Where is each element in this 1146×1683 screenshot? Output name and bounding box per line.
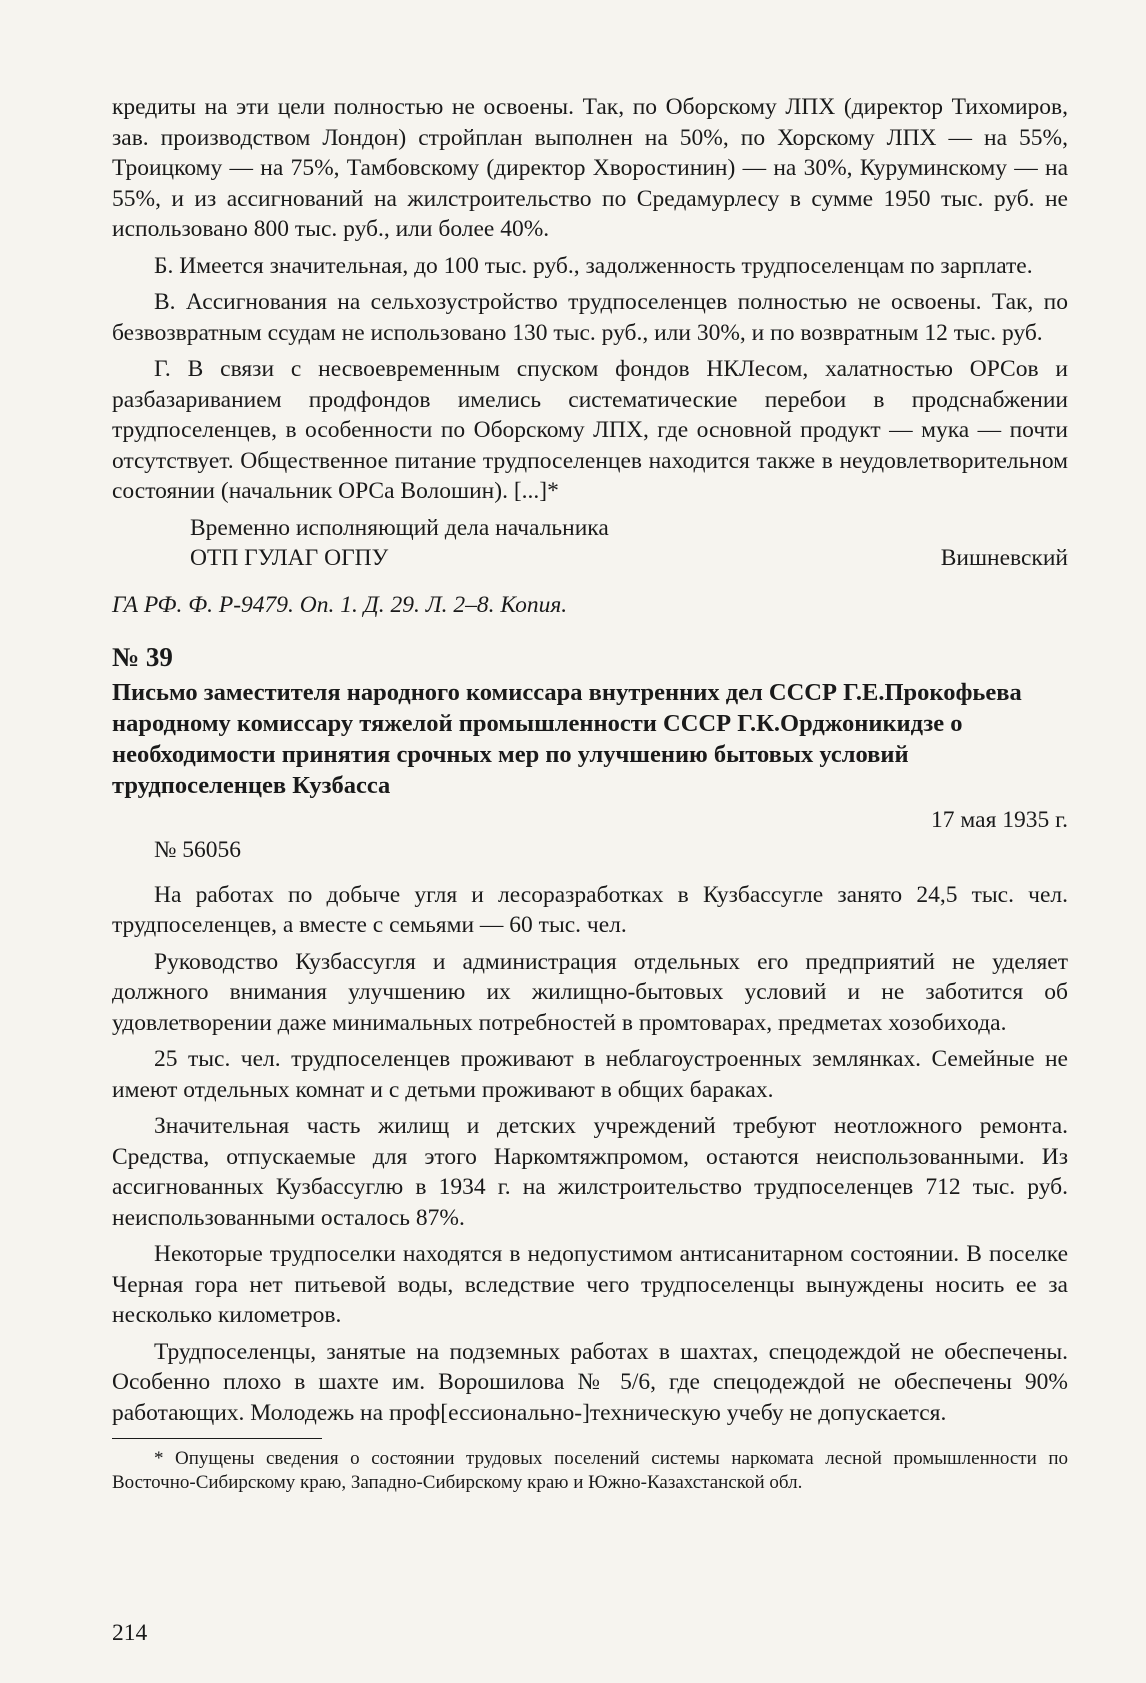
page-content (112, 92, 1068, 1495)
body-paragraph: Значительная часть жилищ и детских учреждений требуют неотложного ремонта. Средства, отпускаемые для этого Наркомтяжпромом, остаются неиспользованными. Из ассигнованных Кузбассуглю в 1934 г. на жилстроительство трудпоселенцев 712 тыс. руб. неиспользованными осталось 87%. (112, 1113, 1068, 1231)
document-title: Письмо заместителя народного комиссара внутренних дел СССР Г.Е.Прокофьева народному комиссару тяжелой промышленности СССР Г.К.Орджоникидзе о необходимости принятия срочных мер по улучшению бытовых условий трудпоселенцев Кузбасса (112, 678, 1022, 799)
signature-row (112, 543, 1068, 574)
paragraph-b: Б. Имеется значительная, до 100 тыс. руб., задолженность трудпоселенцам по зарплате. (154, 252, 1033, 279)
body-paragraph: Трудпоселенцы, занятые на подземных работах в шахтах, спецодеждой не обеспечены. Особенно плохо в шахте им. Ворошилова № 5/6, где спецодеждой не обеспечены 90% работающих. Молодежь на проф[ессионально-]техническую учебу не допускается. (112, 1338, 1068, 1426)
footnote-divider (112, 1438, 322, 1439)
registration-number: № 56056 (154, 837, 242, 863)
page-number: 214 (112, 1620, 148, 1646)
paragraph-v: В. Ассигнования на сельхозустройство трудпоселенцев полностью не освоены. Так, по безвозвратным ссудам не использовано 130 тыс. руб., или 30%, и по возвратным 12 тыс. руб. (112, 289, 1068, 346)
paragraph-continued: кредиты на эти цели полностью не освоены. Так, по Оборскому ЛПХ (директор Тихомиров, зав. производством Лондон) стройплан выполнен на 50%, по Хорскому ЛПХ — на 55%, Троицкому — на 75%, Тамбовскому (директор Хворостинин) — на 30%, Куруминскому — на 55%, и из ассигнований на жилстроительство по Средамурлесу в сумме 1950 тыс. руб. не использовано 800 тыс. руб., или более 40%. (112, 94, 1068, 242)
body-paragraph: Руководство Кузбассугля и администрация отдельных его предприятий не уделяет должного внимания улучшению их жилищно-бытовых условий и не заботится об удовлетворении даже минимальных потребностей в промтоварах, предметах хозобихода. (112, 948, 1068, 1036)
signature-department: ОТП ГУЛАГ ОГПУ (190, 545, 389, 571)
document-date: 17 мая 1935 г. (931, 806, 1068, 833)
paragraph-g: Г. В связи с несвоевременным спуском фондов НКЛесом, халатностью ОРСов и разбазариванием продфондов имелись систематические перебои в продснабжении трудпоселенцев, в особенности по Оборскому ЛПХ, где основной продукт — мука — почти отсутствует. Общественное питание трудпоселенцев находится также в неудовлетворительном состоянии (начальник ОРСа Волошин). [...]* (112, 356, 1068, 504)
archive-source: ГА РФ. Ф. Р-9479. Оп. 1. Д. 29. Л. 2–8. Копия. (112, 591, 568, 618)
body-paragraph: 25 тыс. чел. трудпоселенцев проживают в неблагоустроенных землянках. Семейные не имеют отдельных комнат и с детьми проживают в общих бараках. (112, 1046, 1068, 1103)
body-paragraph: На работах по добыче угля и лесоразработках в Кузбассугле занято 24,5 тыс. чел. трудпоселенцев, а вместе с семьями — 60 тыс. чел. (112, 881, 1068, 938)
body-paragraph: Некоторые трудпоселки находятся в недопустимом антисанитарном состоянии. В поселке Черная гора нет питьевой воды, вследствие чего трудпоселенцы вынуждены носить ее за несколько километров. (112, 1241, 1068, 1328)
document-number: № 39 (112, 642, 173, 672)
signature-role: Временно исполняющий дела начальника (190, 514, 609, 541)
footnote: * Опущены сведения о состоянии трудовых поселений системы наркомата лесной промышленности по Восточно-Сибирскому краю, Западно-Сибирскому краю и Южно-Казахстанской обл. (112, 1448, 1068, 1493)
signature-name: Вишневский (940, 545, 1068, 571)
